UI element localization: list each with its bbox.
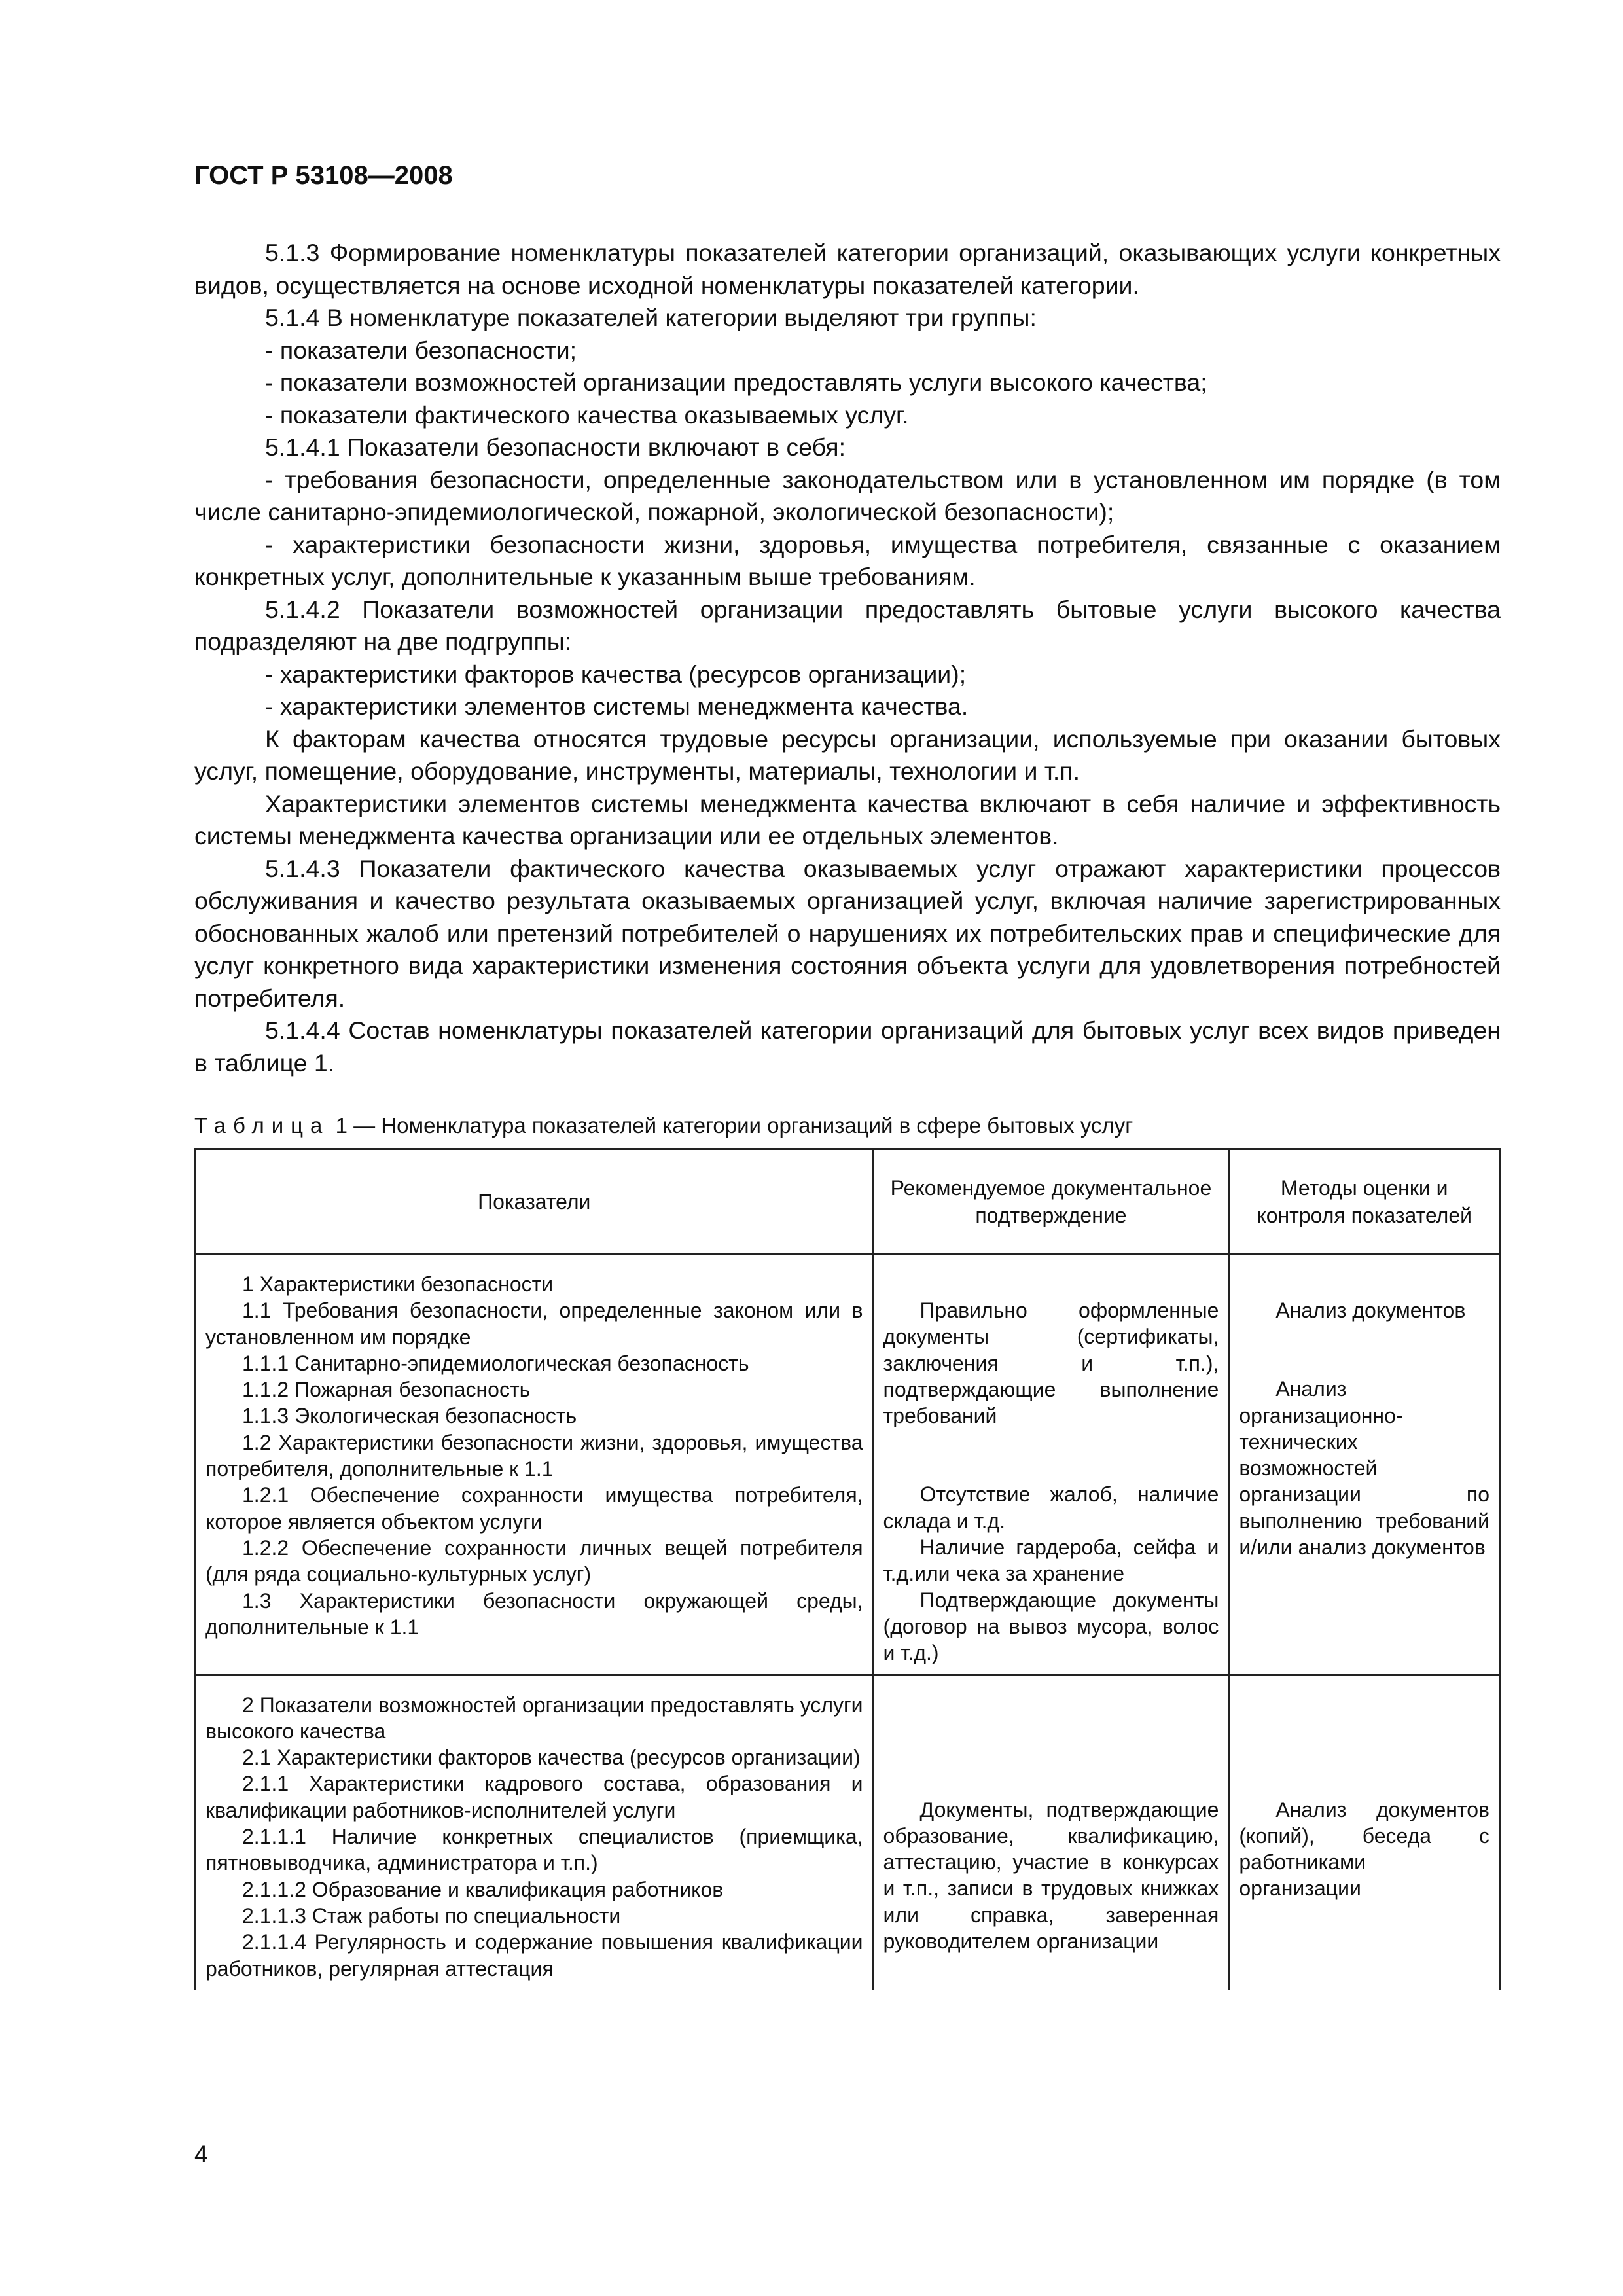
indicator-item: 2 Показатели возможностей организации предоставлять услуги высокого качества	[205, 1693, 863, 1743]
paragraph: 5.1.4.3 Показатели фактического качества оказываемых услуг отражают характеристики процессов обслуживания и качество результата оказываемых организацией услуг, включая наличие зарегистрированных обоснованных жалоб или претензий потребителей о нарушениях их потребительских прав и специфические для услуг конкретного вида характеристики изменения состояния объекта услуги для удовлетворения потребностей потребителя.	[194, 854, 1501, 1012]
indicator-item: 2.1.1.3 Стаж работы по специальности	[242, 1903, 621, 1928]
table-caption	[194, 1113, 1133, 1139]
indicator-item: 1.2.2 Обеспечение сохранности личных вещей потребителя (для ряда социально-культурных услуг)	[205, 1535, 863, 1587]
column-header-documents: Рекомендуемое документальное подтверждение	[873, 1149, 1229, 1255]
table-header-row	[196, 1149, 1500, 1255]
indicator-item: 1.1 Требования безопасности, определенные законом или в установленном им порядке	[205, 1299, 863, 1349]
document-item: Отсутствие жалоб, наличие склада и т.д.	[883, 1482, 1219, 1533]
column-header-methods: Методы оценки и контроля показателей	[1229, 1149, 1500, 1255]
list-item: - показатели возможностей организации предоставлять услуги высокого качества;	[265, 368, 1207, 396]
list-item: - характеристики факторов качества (ресурсов организации);	[265, 660, 967, 688]
indicator-item: 2.1.1 Характеристики кадрового состава, образования и квалификации работников-исполнителей услуги	[205, 1772, 863, 1822]
list-item: - показатели фактического качества оказываемых услуг.	[265, 401, 909, 429]
paragraph: 5.1.4.1 Показатели безопасности включают в себя:	[265, 433, 846, 461]
methods-cell	[1229, 1675, 1500, 1990]
documents-cell	[873, 1255, 1229, 1676]
indicator-item: 1.1.2 Пожарная безопасность	[242, 1378, 531, 1402]
indicator-item: 2.1.1.1 Наличие конкретных специалистов (приемщика, пятновыводчика, администратора и т.п.)	[205, 1825, 863, 1875]
body-text	[194, 237, 1501, 1079]
document-item: Наличие гардероба, сейфа и т.д.или чека за хранение	[883, 1535, 1219, 1586]
list-item: - требования безопасности, определенные законодательством или в установленном им порядке (в том числе санитарно-эпидемиологической, пожарной, экологической безопасности);	[194, 465, 1501, 526]
indicators-cell	[196, 1255, 874, 1676]
indicators-cell	[196, 1675, 874, 1990]
table-row	[196, 1675, 1500, 1990]
paragraph: 5.1.4.4 Состав номенклатуры показателей категории организаций для бытовых услуг всех видов приведен в таблице 1.	[194, 1016, 1501, 1077]
method-item: Анализ документов (копий), беседа с работниками организации	[1239, 1797, 1489, 1901]
list-item: - характеристики безопасности жизни, здоровья, имущества потребителя, связанные с оказанием конкретных услуг, дополнительные к указанным выше требованиям.	[194, 530, 1501, 590]
indicator-item: 1.1.3 Экологическая безопасность	[242, 1404, 577, 1428]
indicator-item: 1.3 Характеристики безопасности окружающей среды, дополнительные к 1.1	[205, 1588, 863, 1639]
column-header-indicators: Показатели	[196, 1149, 874, 1255]
paragraph: 5.1.3 Формирование номенклатуры показателей категории организаций, оказывающих услуги конкретных видов, осуществляется на основе исходной номенклатуры показателей категории.	[194, 239, 1501, 299]
indicators-table	[194, 1148, 1501, 1990]
document-code: ГОСТ Р 53108—2008	[194, 161, 453, 190]
indicator-item: 2.1.1.4 Регулярность и содержание повышения квалификации работников, регулярная аттестация	[205, 1930, 863, 1981]
indicator-item: 1.1.1 Санитарно-эпидемиологическая безопасность	[242, 1351, 749, 1375]
method-item: Анализ документов	[1275, 1299, 1466, 1322]
indicator-item: 2.1.1.2 Образование и квалификация работников	[242, 1877, 724, 1901]
paragraph: 5.1.4.2 Показатели возможностей организации предоставлять бытовые услуги высокого качества подразделяют на две подгруппы:	[194, 595, 1501, 655]
document-item: Подтверждающие документы (договор на вывоз мусора, волос и т.д.)	[883, 1588, 1219, 1665]
methods-cell	[1229, 1255, 1500, 1676]
indicator-item: 1.2.1 Обеспечение сохранности имущества потребителя, которое является объектом услуги	[205, 1483, 863, 1534]
paragraph: Характеристики элементов системы менеджмента качества включают в себя наличие и эффективность системы менеджмента качества организации или ее отдельных элементов.	[194, 789, 1501, 850]
list-item: - показатели безопасности;	[265, 336, 577, 364]
document-item: Правильно оформленные документы (сертификаты, заключения и т.п.), подтверждающие выполнение требований	[883, 1299, 1219, 1428]
list-item: - характеристики элементов системы менеджмента качества.	[265, 692, 969, 720]
table-caption-label: Таблица	[194, 1113, 330, 1138]
paragraph: К факторам качества относятся трудовые ресурсы организации, используемые при оказании бытовых услуг, помещение, оборудование, инструменты, материалы, технологии и т.п.	[194, 725, 1501, 785]
indicator-item: 1 Характеристики безопасности	[242, 1272, 554, 1296]
indicator-item: 1.2 Характеристики безопасности жизни, здоровья, имущества потребителя, дополнительные к 1.1	[205, 1430, 863, 1481]
page-number: 4	[194, 2141, 208, 2168]
table-row	[196, 1255, 1500, 1676]
table-caption-text: 1 — Номенклатура показателей категории организаций в сфере бытовых услуг	[335, 1113, 1133, 1138]
method-item: Анализ организационно-технических возможностей организации по выполнению требований и/или анализ документов	[1239, 1377, 1489, 1560]
paragraph: 5.1.4 В номенклатуре показателей категории выделяют три группы:	[265, 304, 1037, 331]
documents-cell	[873, 1675, 1229, 1990]
indicator-item: 2.1 Характеристики факторов качества (ресурсов организации)	[242, 1746, 861, 1770]
document-item: Документы, подтверждающие образование, квалификацию, аттестацию, участие в конкурсах и т.п., записи в трудовых книжках или справка, заверенная руководителем организации	[883, 1797, 1219, 1954]
